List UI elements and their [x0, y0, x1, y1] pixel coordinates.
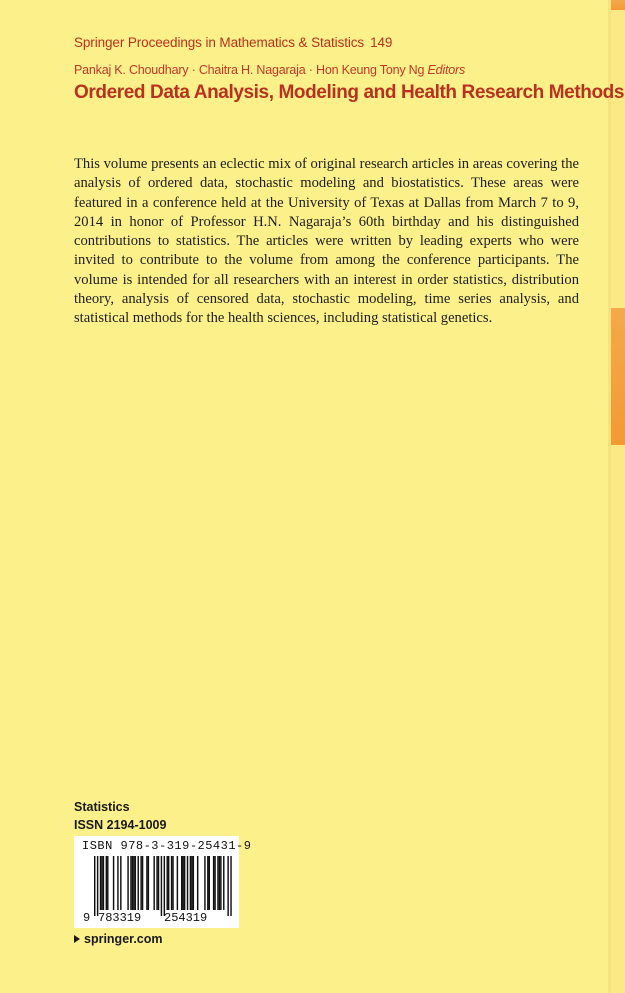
barcode-bar: [187, 856, 188, 910]
book-description: This volume presents an eclectic mix of original research articles in areas covering the analysis of ordered data, stochastic modeling and biostatistics. These areas were featured in a conference held at the University of Texas at Dallas from March 7 to 9, 2014 in honor of Professor H.N. Nagaraja’s 60th birthday and his distinguished contributions to statistics. The articles were written by leading experts who were invited to contribute to the volume from among the conference participants. The volume is intended for all researchers with an interest in order statistics, distribution theory, analysis of censored data, stochastic modeling, time series analysis, and statistical methods for the health sciences, including statistical genetics.: [74, 156, 579, 327]
barcode-bar: [127, 856, 128, 910]
ean-first-digit: 9: [83, 911, 91, 925]
barcode-bar: [217, 856, 218, 910]
website-link[interactable]: [74, 932, 163, 946]
editors-names: Pankaj K. Choudhary · Chaitra H. Nagaraja · Hon Keung Tony Ng: [74, 63, 425, 77]
ean-left-group: 783319: [98, 911, 142, 925]
barcode-bar: [209, 856, 210, 910]
barcode-bar: [168, 856, 169, 910]
barcode-bar: [164, 856, 165, 916]
barcode-bar: [193, 856, 194, 910]
barcode-bar: [146, 856, 147, 910]
barcode-bar: [213, 856, 214, 910]
barcode-bar: [177, 856, 178, 910]
barcode-bar: [223, 856, 224, 910]
barcode-bar: [172, 856, 173, 910]
barcode-bar: [138, 856, 139, 910]
barcode-bar: [117, 856, 118, 910]
barcode-bar: [156, 856, 157, 910]
arrow-right-icon: [74, 935, 80, 943]
barcode-bar: [184, 856, 185, 910]
barcode-bar: [148, 856, 149, 910]
barcode-bar: [191, 856, 192, 910]
barcode-bar: [130, 856, 131, 910]
barcode-bar: [227, 856, 228, 916]
barcode-bar: [171, 856, 172, 910]
barcode-bar: [106, 856, 107, 910]
barcode-bar: [181, 856, 182, 910]
subject-category: Statistics: [74, 800, 130, 814]
barcode: [74, 836, 252, 928]
barcode-bar: [190, 856, 191, 910]
barcode-bar: [167, 856, 168, 910]
barcode-bar: [107, 856, 108, 910]
spine-orange-band: [611, 308, 625, 445]
barcode-bar: [133, 856, 134, 910]
issn-number: ISSN 2194-1009: [74, 818, 167, 832]
spine-strip: [611, 0, 625, 993]
barcode-bar: [142, 856, 143, 910]
barcode-bar: [113, 856, 114, 910]
barcode-bar: [230, 856, 231, 916]
barcode-bar: [220, 856, 221, 910]
barcode-bar: [204, 856, 205, 910]
barcode-bar: [120, 856, 121, 910]
barcode-bar: [140, 856, 141, 910]
barcode-bar: [103, 856, 104, 910]
barcode-bar: [161, 856, 162, 916]
barcode-bar: [182, 856, 183, 910]
barcode-bar: [158, 856, 159, 910]
barcode-bar: [207, 856, 208, 910]
barcode-bar: [153, 856, 154, 910]
barcode-bar: [132, 856, 133, 910]
barcode-bar: [219, 856, 220, 910]
barcode-bar: [94, 856, 95, 916]
series-number: 149: [370, 35, 393, 50]
barcode-bar: [101, 856, 102, 910]
editors-role: Editors: [427, 63, 466, 77]
barcode-bar: [214, 856, 215, 910]
series-name: Springer Proceedings in Mathematics & Statistics: [74, 35, 365, 50]
ean-right-group: 254319: [164, 911, 208, 925]
barcode-bar: [97, 856, 98, 916]
spine-orange-band: [611, 0, 625, 10]
editors-line: [74, 63, 465, 77]
barcode-bar: [135, 856, 136, 910]
website-url: springer.com: [84, 932, 163, 946]
isbn-number: ISBN 978-3-319-25431-9: [82, 839, 252, 853]
barcode-bar: [100, 856, 101, 910]
book-title: Ordered Data Analysis, Modeling and Health Research Methods: [74, 82, 625, 103]
barcode-bar: [197, 856, 198, 910]
series-title: [74, 35, 392, 50]
